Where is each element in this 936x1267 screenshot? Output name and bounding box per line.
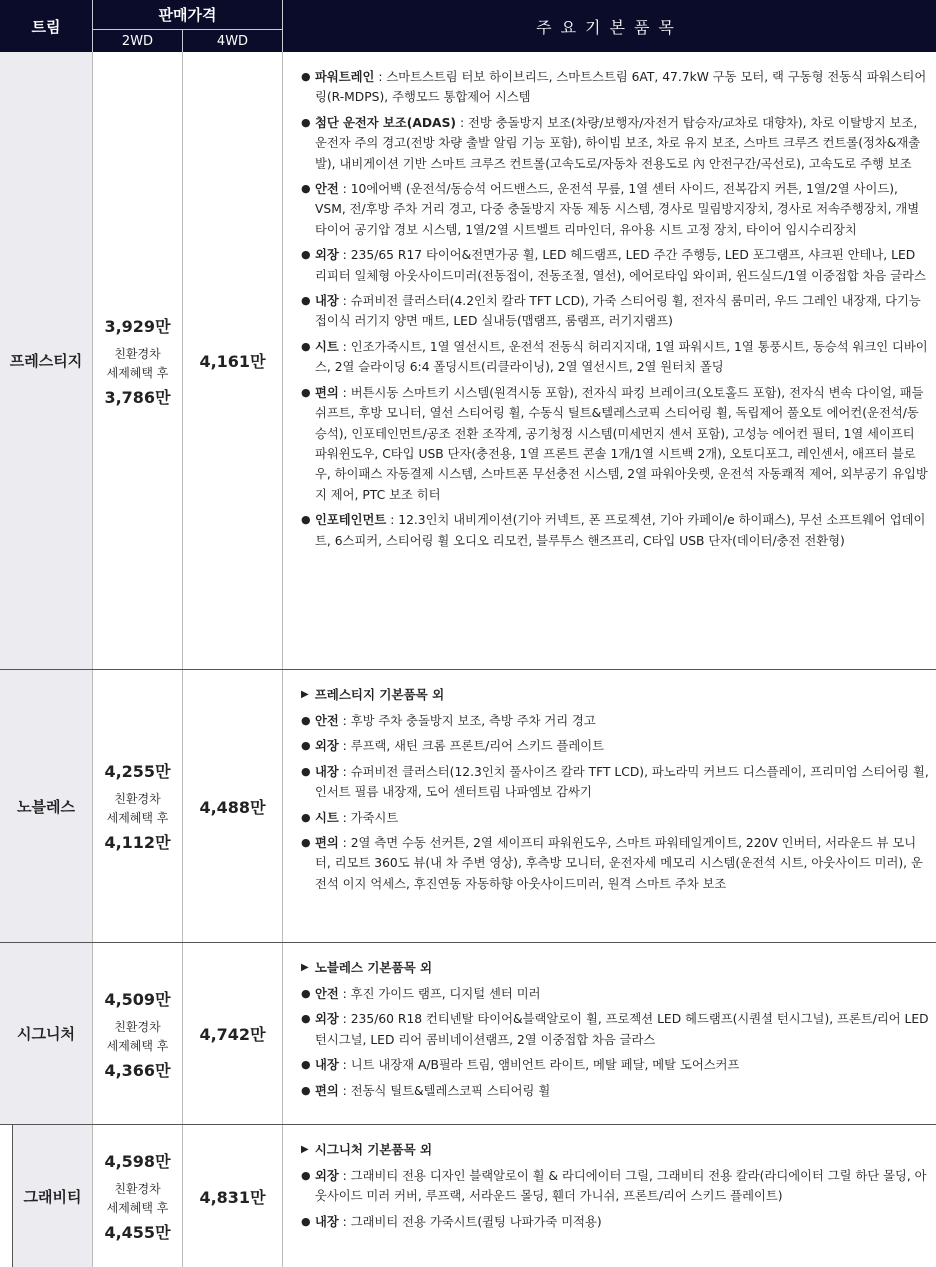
item-text <box>315 833 930 894</box>
item-label: 편의 <box>315 1083 339 1098</box>
items-subheader-text: 프레스티지 기본품목 외 <box>314 687 445 702</box>
eco-note-line1: 친환경차 <box>114 346 161 361</box>
items-subheader <box>301 958 930 976</box>
eco-note-line1: 친환경차 <box>114 1019 161 1034</box>
item-text <box>315 1055 739 1075</box>
item-text <box>315 1081 550 1101</box>
bullet-icon: ● <box>301 513 311 527</box>
items-subheader-text: 시그니처 기본품목 외 <box>314 1142 433 1157</box>
item-detail: : 슈퍼비전 클러스터(12.3인치 풀사이즈 칼라 TFT LCD), 파노라믹 커브드 디스플레이, 프리미엄 스티어링 휠, 인서트 필름 내장재, 도어 센터트림 나파엠보 감싸기 <box>315 764 929 800</box>
item-text <box>315 1166 930 1207</box>
list-item <box>301 510 930 551</box>
item-text <box>315 291 930 332</box>
item-detail: : 슈퍼비전 클러스터(4.2인치 칼라 TFT LCD), 가죽 스티어링 휠, 전자식 룸미러, 우드 그레인 내장재, 다기능 접이식 러기지 양면 매트, LED 실내등(맵램프, 룸램프, 러기지램프) <box>315 294 921 329</box>
price-4wd: 4,161만 <box>183 52 283 669</box>
bullet-icon: ● <box>301 1169 311 1182</box>
item-detail: : 니트 내장재 A/B필라 트림, 앰비언트 라이트, 메탈 페달, 메탈 도어스커프 <box>338 1058 740 1073</box>
eco-note-line2: 세제혜택 후 <box>106 1201 169 1215</box>
bullet-icon: ● <box>301 739 311 753</box>
bullet-icon: ● <box>301 810 311 824</box>
eco-note <box>107 1018 169 1056</box>
item-detail: : 전동식 틸트&텔레스코픽 스티어링 휠 <box>338 1083 551 1098</box>
item-label: 안전 <box>315 714 339 728</box>
eco-note <box>107 790 169 828</box>
price-2wd-after-tax: 4,455만 <box>104 1223 171 1242</box>
item-text <box>315 762 930 803</box>
price-2wd-after-tax: 4,366만 <box>104 1060 171 1080</box>
list-item <box>301 1055 930 1075</box>
items-cell <box>283 943 936 1124</box>
items-cell <box>283 52 936 669</box>
item-text <box>315 984 540 1004</box>
bullet-icon: ● <box>301 1058 311 1072</box>
list-item <box>301 1166 930 1207</box>
item-label: 시트 <box>315 810 339 825</box>
item-detail: : 10에어백 (운전석/동승석 어드밴스드, 운전석 무릎, 1열 센터 사이드, 전복감지 커튼, 1열/2열 사이드), VSM, 전/후방 주차 거리 경고, 다중 충돌방지 자동 제동 시스템, 경사로 밀림방지장치, 경사로 저속주행장치, 개별 타이어 공기압 경보 시스템, 1열/2열 시트벨트 리마인더, 유아용 시트 고정 장치, 타이어 임시수리장치 <box>315 182 920 237</box>
header-2wd: 2WD <box>93 30 183 52</box>
item-detail: : 버튼시동 스마트키 시스템(원격시동 포함), 전자식 파킹 브레이크(오토홀드 포함), 전자식 변속 다이얼, 패들 쉬프트, 후방 모니터, 열선 스티어링 휠, 수동식 틸트&텔레스코픽 스티어링 휠, 독립제어 풀오토 에어컨(운전석/동승석), 인포테인먼트/공조 전환 조작계, 공기청정 시스템(미세먼지 센서 포함), 고성능 에어컨 필터, 1열 세이프티 파워윈도우, C타입 USB 단자(충전용, 1열 프론트 콘솔 1개/1열 시트백 2개), 오토디포그, 레인센서, 애프터 블로우, 하이패스 자동결제 시스템, 스마트폰 무선충전 시스템, 2열 파워아웃렛, 운전석 자동쾌적 제어, 외부공기 유입방지 제어, PTC 보조 히터 <box>315 385 928 502</box>
header-items: 주요기본품목 <box>536 17 683 37</box>
eco-note-line2: 세제혜택 후 <box>106 811 169 825</box>
item-detail: : 235/65 R17 타이어&전면가공 휠, LED 헤드램프, LED 주간 주행등, LED 포그램프, 샤크핀 안테나, LED 리피터 일체형 아웃사이드미러(전동접이, 전동조절, 열선), 에어로타입 와이퍼, 윈드실드/1열 이중접합 차음 글라스 <box>315 248 926 283</box>
item-label: 편의 <box>315 836 339 851</box>
price-2wd: 4,598만 <box>104 1152 171 1171</box>
bullet-icon: ● <box>301 714 311 727</box>
list-item <box>301 245 930 286</box>
items-subheader <box>301 685 930 703</box>
list-item <box>301 179 930 240</box>
item-label: 파워트레인 <box>315 70 375 84</box>
item-detail: : 스마트스트림 터보 하이브리드, 스마트스트림 6AT, 47.7kW 구동 모터, 랙 구동형 전동식 파워스티어링(R-MDPS), 주행모드 통합제어 시스템 <box>315 70 927 105</box>
items-subheader-text: 노블레스 기본품목 외 <box>314 960 433 975</box>
trim-row <box>0 943 936 1125</box>
bullet-icon: ● <box>301 339 311 353</box>
list-item <box>301 383 930 505</box>
triangle-icon: ▶ <box>301 1143 309 1155</box>
bullet-icon: ● <box>301 836 311 850</box>
list-item <box>301 984 930 1004</box>
list-item <box>301 113 930 174</box>
item-label: 외장 <box>315 248 339 263</box>
bullet-icon: ● <box>301 70 311 83</box>
trim-name: 프레스티지 <box>0 52 93 669</box>
bullet-icon: ● <box>301 1214 311 1228</box>
item-label: 내장 <box>315 1214 339 1229</box>
price-2wd-after-tax: 3,786만 <box>104 387 171 407</box>
item-label: 편의 <box>315 385 339 400</box>
item-label: 안전 <box>315 182 339 197</box>
list-item <box>301 833 930 894</box>
item-text <box>315 245 930 286</box>
item-text <box>315 1009 930 1050</box>
price-2wd-cell <box>93 1125 183 1267</box>
eco-note <box>107 1180 169 1218</box>
bullet-icon: ● <box>301 1012 311 1026</box>
price-4wd: 4,742만 <box>183 943 283 1124</box>
item-label: 인포테인먼트 <box>315 513 387 528</box>
item-text <box>315 808 398 828</box>
items-cell <box>283 1125 936 1267</box>
item-label: 안전 <box>315 987 339 1001</box>
item-text <box>315 383 930 505</box>
item-text <box>315 67 930 108</box>
item-detail: : 후진 가이드 램프, 디지털 센터 미러 <box>338 987 541 1001</box>
trim-name: 그래비티 <box>12 1125 93 1267</box>
item-text <box>315 510 930 551</box>
item-label: 외장 <box>315 1169 339 1183</box>
price-2wd-after-tax: 4,112만 <box>104 833 171 852</box>
item-detail: : 인조가죽시트, 1열 열선시트, 운전석 전동식 허리지지대, 1열 파워시트, 1열 통풍시트, 동승석 워크인 디바이스, 2열 슬라이딩 6:4 폴딩시트(리클라이닝), 2열 열선시트, 2열 원터치 폴딩 <box>315 339 928 375</box>
item-label: 첨단 운전자 보조(ADAS) <box>315 115 457 130</box>
triangle-icon: ▶ <box>301 688 309 700</box>
eco-note-line2: 세제혜택 후 <box>106 365 169 380</box>
price-2wd: 4,255만 <box>104 762 171 781</box>
list-item <box>301 711 930 731</box>
price-2wd: 4,509만 <box>104 989 171 1009</box>
bullet-icon: ● <box>301 385 311 399</box>
item-detail: : 가죽시트 <box>338 810 399 825</box>
triangle-icon: ▶ <box>301 961 309 973</box>
header-4wd: 4WD <box>183 30 283 52</box>
item-detail: : 후방 주차 충돌방지 보조, 측방 주차 거리 경고 <box>338 714 596 728</box>
list-item <box>301 1009 930 1050</box>
bullet-icon: ● <box>301 248 311 262</box>
item-text <box>315 113 930 174</box>
trim-row <box>0 670 936 943</box>
bullet-icon: ● <box>301 987 311 1000</box>
list-item <box>301 67 930 108</box>
bullet-icon: ● <box>301 294 311 308</box>
item-text <box>315 711 596 731</box>
header-trim: 트림 <box>0 0 93 52</box>
list-item <box>301 736 930 756</box>
trim-row <box>0 52 936 670</box>
price-4wd: 4,831만 <box>183 1125 283 1267</box>
trim-row <box>0 1125 936 1267</box>
eco-note <box>107 345 169 383</box>
list-item <box>301 1212 930 1232</box>
item-label: 내장 <box>315 764 339 779</box>
bullet-icon: ● <box>301 182 311 196</box>
item-detail: : 그래비티 전용 가죽시트(퀼팅 나파가죽 미적용) <box>338 1214 602 1229</box>
item-text <box>315 736 604 756</box>
item-detail: : 2열 측면 수동 선커튼, 2열 세이프티 파워윈도우, 스마트 파워테일게이트, 220V 인버터, 서라운드 뷰 모니터, 리모트 360도 뷰(내 차 주변 영상), 후측방 모니터, 운전자세 메모리 시스템(운전석 시트, 아웃사이드 미러), 운전석 이지 억세스, 후진연동 자동하향 아웃사이드미러, 원격 스마트 주차 보조 <box>315 836 923 891</box>
header-price: 판매가격 <box>93 0 283 30</box>
item-text <box>315 337 930 378</box>
item-detail: : 그래비티 전용 디자인 블랙알로이 휠 & 라디에이터 그릴, 그래비티 전용 칼라(라디에이터 그릴 하단 몰딩, 아웃사이드 미러 커버, 루프랙, 서라운드 몰딩, 휀더 가니쉬, 프론트/리어 스키드 플레이트) <box>315 1169 927 1204</box>
list-item <box>301 337 930 378</box>
item-label: 외장 <box>315 739 339 754</box>
price-2wd: 3,929만 <box>104 316 171 336</box>
item-text <box>315 1212 602 1232</box>
item-label: 내장 <box>315 294 339 309</box>
eco-note-line2: 세제혜택 후 <box>106 1038 169 1053</box>
item-detail: : 루프랙, 새틴 크롬 프론트/리어 스키드 플레이트 <box>338 739 605 754</box>
list-item <box>301 762 930 803</box>
price-4wd: 4,488만 <box>183 670 283 942</box>
item-label: 외장 <box>315 1012 339 1027</box>
bullet-icon: ● <box>301 115 311 129</box>
item-detail: : 12.3인치 내비게이션(기아 커넥트, 폰 프로젝션, 기아 카페이/e 하이패스), 무선 소프트웨어 업데이트, 6스피커, 스티어링 휠 오디오 리모컨, 블루투스 핸즈프리, C타입 USB 단자(데이터/충전 전환형) <box>315 513 926 548</box>
price-2wd-cell <box>93 670 183 942</box>
price-2wd-cell <box>93 52 183 669</box>
bullet-icon: ● <box>301 764 311 778</box>
eco-note-line1: 친환경차 <box>114 792 161 806</box>
bullet-icon: ● <box>301 1083 311 1097</box>
items-subheader <box>301 1140 930 1158</box>
trim-name: 노블레스 <box>0 670 93 942</box>
list-item <box>301 1081 930 1101</box>
item-label: 내장 <box>315 1058 339 1073</box>
items-cell <box>283 670 936 942</box>
item-detail: : 235/60 R18 컨티넨탈 타이어&블랙알로이 휠, 프로젝션 LED 헤드램프(시퀀셜 턴시그널), 프론트/리어 LED 턴시그널, LED 리어 콤비네이션램프, 2열 이중접합 차음 글라스 <box>315 1012 929 1047</box>
list-item <box>301 808 930 828</box>
table-header <box>0 0 936 52</box>
item-label: 시트 <box>315 339 339 354</box>
price-2wd-cell <box>93 943 183 1124</box>
eco-note-line1: 친환경차 <box>114 1182 161 1196</box>
item-text <box>315 179 930 240</box>
item-detail: : 전방 충돌방지 보조(차량/보행자/자전거 탑승자/교차로 대향차), 차로 이탈방지 보조, 운전자 주의 경고(전방 차량 출발 알림 기능 포함), 하이빔 보조, 차로 유지 보조, 스마트 크루즈 컨트롤(정차&재출발), 내비게이션 기반 스마트 크루즈 컨트롤(고속도로/자동차 전용도로 內 안전구간/곡선로), 고속도로 주행 보조 <box>315 115 921 171</box>
list-item <box>301 291 930 332</box>
trim-name: 시그니처 <box>0 943 93 1124</box>
